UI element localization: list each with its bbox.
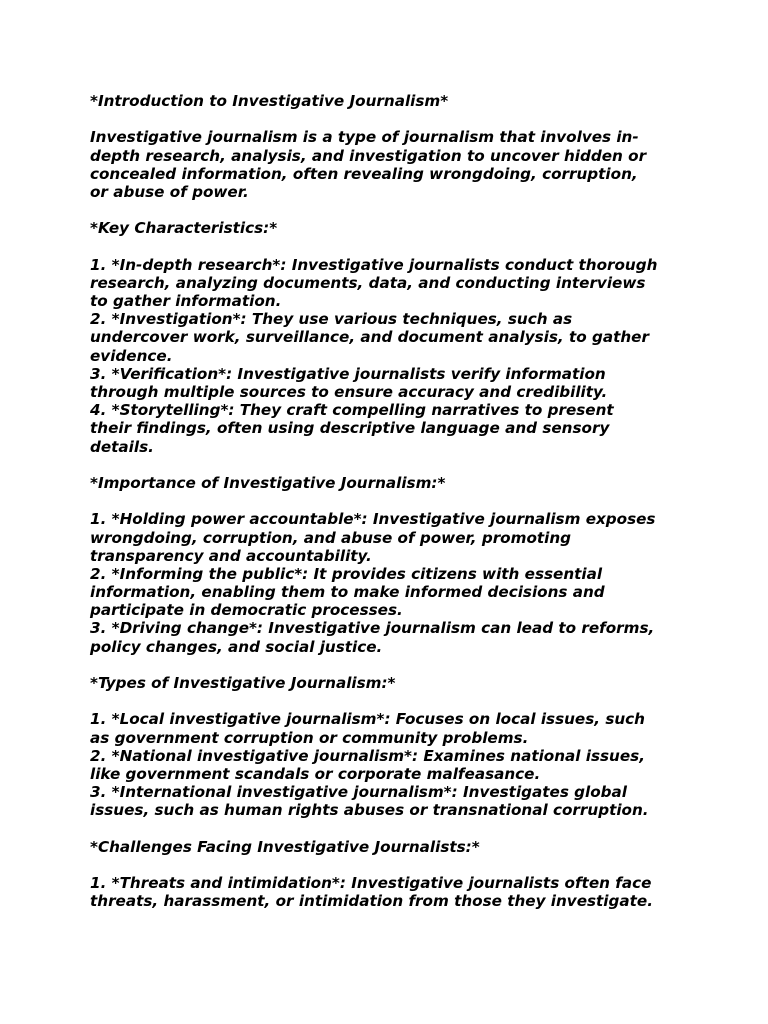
list-line: 1. *Threats and intimidation*: Investigative journalists often face <box>90 874 652 893</box>
spacer <box>90 856 730 874</box>
list-line: evidence. <box>90 346 173 365</box>
section-heading-challenges: *Challenges Facing Investigative Journalists:* <box>90 837 480 856</box>
spacer <box>90 492 730 510</box>
section-heading-key-characteristics: *Key Characteristics:* <box>90 219 278 238</box>
challenges-list <box>90 874 730 910</box>
list-line: research, analyzing documents, data, and conducting interviews <box>90 273 646 292</box>
list-line: 3. *Driving change*: Investigative journalism can lead to reforms, <box>90 619 655 638</box>
list-line: their findings, often using descriptive language and sensory <box>90 419 610 438</box>
list-line: wrongdoing, corruption, and abuse of power, promoting <box>90 528 572 547</box>
list-line: 1. *Local investigative journalism*: Focuses on local issues, such <box>90 710 645 729</box>
list-line: through multiple sources to ensure accuracy and credibility. <box>90 383 608 401</box>
list-line: policy changes, and social justice. <box>90 637 383 656</box>
list-line: issues, such as human rights abuses or transnational corruption. <box>90 801 649 820</box>
list-line: to gather information. <box>90 292 282 311</box>
list-line: 1. *In-depth research*: Investigative journalists conduct thorough <box>90 255 658 274</box>
importance-list <box>90 510 730 656</box>
list-line: like government scandals or corporate malfeasance. <box>90 764 541 783</box>
list-line: participate in democratic processes. <box>90 601 403 620</box>
list-line: as government corruption or community problems. <box>90 728 529 747</box>
list-line: transparency and accountability. <box>90 546 372 565</box>
section-heading-importance: *Importance of Investigative Journalism:* <box>90 473 446 492</box>
document-title: *Introduction to Investigative Journalism* <box>90 92 449 110</box>
spacer <box>90 456 730 474</box>
list-line: 2. *Investigation*: They use various techniques, such as <box>90 310 573 329</box>
intro-paragraph <box>90 128 730 201</box>
list-line: details. <box>90 437 154 456</box>
list-line: 1. *Holding power accountable*: Investigative journalism exposes <box>90 510 656 529</box>
key-characteristics-list <box>90 256 730 456</box>
spacer <box>90 692 730 710</box>
list-line: 4. *Storytelling*: They craft compelling narratives to present <box>90 401 614 420</box>
paragraph-line: Investigative journalism is a type of journalism that involves in- <box>90 128 639 147</box>
section-heading-types: *Types of Investigative Journalism:* <box>90 674 396 692</box>
spacer <box>90 238 730 256</box>
paragraph-line: or abuse of power. <box>90 182 249 201</box>
list-line: threats, harassment, or intimidation from those they investigate. <box>90 892 653 911</box>
paragraph-line: depth research, analysis, and investigation to uncover hidden or <box>90 146 647 165</box>
list-line: 3. *Verification*: Investigative journalists verify information <box>90 364 606 383</box>
list-line: 3. *International investigative journalism*: Investigates global <box>90 783 627 802</box>
document-page <box>90 92 730 910</box>
paragraph-line: concealed information, often revealing wrongdoing, corruption, <box>90 164 638 183</box>
list-line: information, enabling them to make informed decisions and <box>90 583 605 602</box>
spacer <box>90 110 730 128</box>
list-line: 2. *National investigative journalism*: Examines national issues, <box>90 746 645 765</box>
types-list <box>90 710 730 819</box>
list-line: undercover work, surveillance, and document analysis, to gather <box>90 328 649 347</box>
spacer <box>90 201 730 219</box>
list-line: 2. *Informing the public*: It provides citizens with essential <box>90 564 603 583</box>
spacer <box>90 656 730 674</box>
spacer <box>90 820 730 838</box>
